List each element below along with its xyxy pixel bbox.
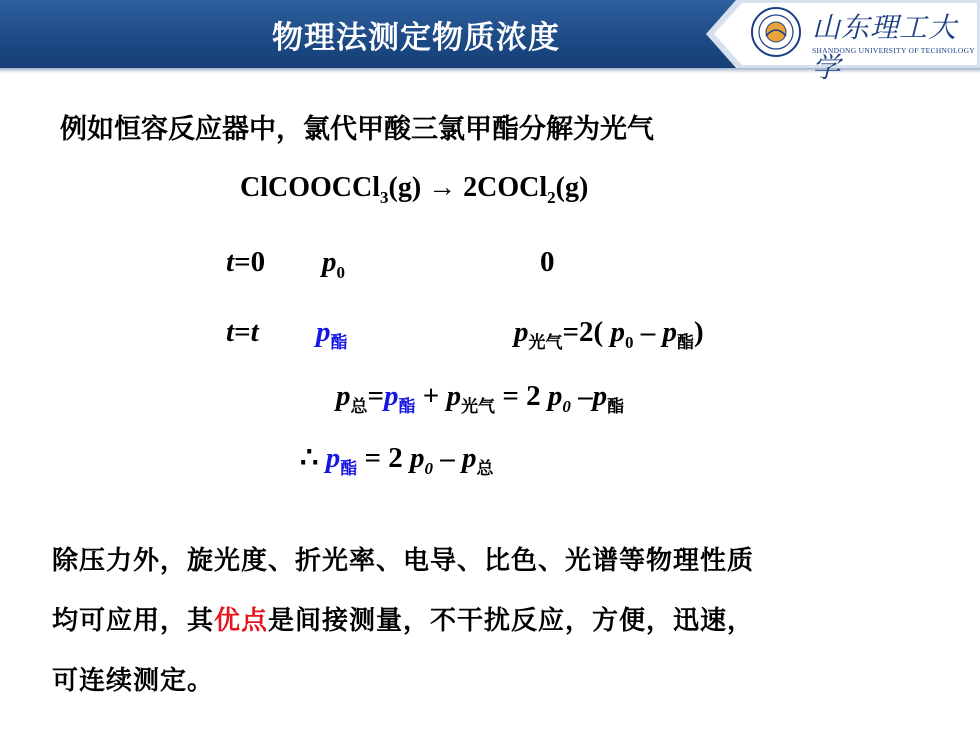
tt-label: t=t [226,316,259,348]
tt-ester-pressure: $p_酯$ [316,316,348,353]
reactant: ClCOOCCl [240,172,380,203]
product-subscript: 2 [547,188,556,207]
intro-text: 例如恒容反应器中，氯代甲酸三氯甲酯分解为光气 [60,114,654,145]
university-seal-icon [750,6,802,58]
reaction-arrow-icon: → [428,172,457,203]
reaction-equation [240,172,588,208]
paragraph-line-1: 除压力外，旋光度、折光率、电导、比色、光谱等物理性质 [52,546,755,576]
tt-phosgene-pressure: $p_{光气}=2$( $p_0 - p_酯$) [514,316,704,353]
t0-pressure: $p_0$ [322,246,345,282]
logo-text-cn: 山东理工大学 [812,11,958,84]
product-state: (g) [555,172,589,203]
therefore-equation: ∴ $p_酯 = 2$ $p_0 - p_总$ [300,442,494,479]
highlight-advantage: 优点 [214,606,269,636]
logo-text-en: SHANDONG UNIVERSITY OF TECHNOLOGY [812,46,976,55]
reactant-subscript: 3 [380,188,389,207]
product: 2COCl [463,172,548,203]
slide-title: 物理法测定物质浓度 [272,20,560,56]
paragraph-line-2: 均可应用，其优点是间接测量，不干扰反应，方便，迅速， [52,606,755,636]
paragraph-line-3: 可连续测定。 [52,666,215,696]
t0-label: t=0 [226,246,266,278]
t0-product-pressure: 0 [540,246,555,278]
reactant-state: (g) [388,172,422,203]
total-pressure-equation: $p_总=p_酯 + p_{光气} = 2$ $p_0$ $-p_酯$ [336,380,625,417]
